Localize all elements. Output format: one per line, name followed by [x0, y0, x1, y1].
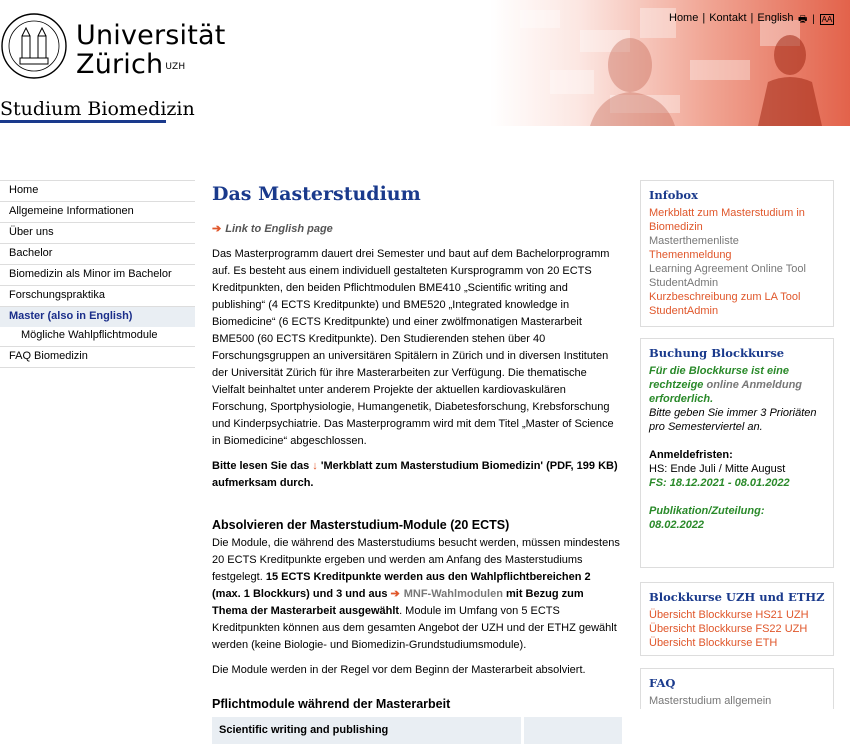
publication-date: 08.02.2022 [649, 519, 705, 531]
blockkurse-title: Blockkurse UZH und ETHZ [649, 590, 825, 604]
page-title: Das Masterstudium [212, 183, 421, 205]
infobox-link-themenliste[interactable]: Masterthemenliste [649, 235, 739, 247]
sidebar-item-bachelor[interactable]: Bachelor [0, 243, 195, 264]
blockkurse-link-eth[interactable]: Übersicht Blockkurse ETH [649, 637, 778, 649]
faq-box [640, 668, 834, 709]
sidebar-item-home[interactable]: Home [0, 180, 195, 201]
sidebar-item-master[interactable]: Master (also in English) [0, 306, 195, 327]
blockkurse-link-hs21[interactable]: Übersicht Blockkurse HS21 UZH [649, 609, 809, 621]
faq-link-master-general[interactable]: Masterstudium allgemein [649, 695, 772, 707]
section-heading-mandatory: Pflichtmodule während der Masterarbeit [212, 697, 451, 711]
header [0, 0, 850, 126]
study-title[interactable]: Studium Biomedizin [0, 98, 195, 120]
download-arrow-icon: ↓ [312, 460, 318, 472]
sidebar-navigation [0, 180, 195, 368]
text-size-icon[interactable]: AA [821, 15, 833, 24]
title-underline [0, 120, 166, 123]
deadlines-label: Anmeldefristen: [649, 449, 733, 461]
university-line1: Universität [76, 20, 226, 51]
intro-paragraph: Das Masterprogramm dauert drei Semester und baut auf dem Bachelorprogramm auf. Es besteht aus einem individuell gestalteten Kursprogramm von 20 ECTS Kreditpunkten, den beiden Pflichtmodulen BME410 „Scientific writing and publishing“ (4 ECTS Kreditpunkte) und BME520 „Integrated knowledge in Biomedicine“ (6 ECTS Kreditpunkte) und einer zwölfmonatigen Masterarbeit BME500 (60 ECTS Kreditpunkte). Den Studierenden stehen über 40 Forschungsgruppen an universitären Spitälern in Zürich und in diversen Instituten der Universität Zürich für ihre Masterarbeiten zur Verfügung. Die thematische Vielfalt beinhaltet unter anderem Projekte der aktuellen kardiovaskulären Forschung, Sportphysiologie, Humangenetik, Diabetesforschung, Krebsforschung und Kinderpsychiatrie. Das Masterprogramm wird mit dem Titel „Master of Science in Biomedicine“ abgeschlossen. [212, 248, 614, 447]
infobox-link-la-tool[interactable]: Kurzbeschreibung zum LA Tool StudentAdmin [649, 291, 801, 317]
uzh-seal-logo [0, 12, 68, 80]
modules-timing-paragraph: Die Module werden in der Regel vor dem Beginn der Masterarbeit absolviert. [212, 664, 586, 676]
sidebar-item-faq[interactable]: FAQ Biomedizin [0, 346, 195, 368]
table-row [212, 717, 622, 744]
blockkurse-box [640, 582, 834, 656]
sidebar-subitem-electives[interactable]: Mögliche Wahlpflichtmodule [21, 329, 158, 341]
infobox-link-themenmeldung[interactable]: Themenmeldung [649, 249, 732, 261]
hs-deadline: HS: Ende Juli / Mitte August [649, 463, 786, 475]
infobox-link-merkblatt[interactable]: Merkblatt zum Masterstudium in Biomedizin [649, 207, 805, 233]
merkblatt-link[interactable]: 'Merkblatt zum Masterstudium Biomedizin' (PDF, 199 KB) [320, 460, 618, 472]
print-tools: 🖶 | AA [798, 14, 833, 25]
sidebar-item-minor[interactable]: Biomedizin als Minor im Bachelor [0, 264, 195, 285]
online-registration-link[interactable]: online Anmeldung [706, 379, 803, 391]
modules-paragraph: Die Module, die während des Masterstudiums besucht werden, müssen mindestens 20 ECTS Kreditpunkte ergeben und werden am Anfang des Masterstudiums festgelegt. 15 ECTS Kreditpunkte werden aus den Wahlpflichtbereichen 2 (max. 1 Blockkurs) und 3 und aus ➔ MNF-Wahlmodulen mit Bezug zum Thema der Masterarbeit ausgewählt. Module im Umfang von 5 ECTS Kreditpunkten können aus dem gesamten Angebot der UZH und der ETHZ gewählt werden (keine Biologie- und Biomedizin-Grundstudiumsmodule). [212, 537, 620, 651]
infobox-link-learning-agreement[interactable]: Learning Agreement Online Tool StudentAdmin [649, 263, 806, 289]
booking-box [640, 338, 834, 568]
sidebar-item-research-internships[interactable]: Forschungspraktika [0, 285, 195, 306]
booking-priorities-note: Bitte geben Sie immer 3 Prioriäten pro Semesterviertel an. [649, 407, 817, 433]
top-navigation: Home | Kontakt | English [669, 12, 794, 24]
arrow-right-icon: ➔ [212, 223, 222, 235]
publication-label: Publikation/Zuteilung: [649, 505, 765, 517]
university-line2: Zürich $^{UZH}$ [76, 49, 186, 80]
table-cell-empty [523, 717, 623, 744]
faq-title: FAQ [649, 676, 676, 690]
university-name[interactable] [76, 21, 226, 79]
booking-title: Buchung Blockkurse [649, 346, 785, 360]
mnf-electives-link[interactable]: MNF-Wahlmodulen [403, 588, 503, 600]
sidebar-item-about[interactable]: Über uns [0, 222, 195, 243]
booking-notice: Für die Blockkurse ist eine rechtzeige online Anmeldung erforderlich. [649, 365, 803, 405]
topnav-english[interactable]: English [757, 12, 794, 24]
fs-deadline: FS: 18.12.2021 - 08.01.2022 [649, 477, 790, 489]
mandatory-modules-table [212, 717, 622, 744]
uzh-superscript: UZH [165, 62, 186, 72]
merkblatt-paragraph: Bitte lesen Sie das ↓ 'Merkblatt zum Masterstudium Biomedizin' (PDF, 199 KB) aufmerksam durch. [212, 460, 618, 489]
sidebar-item-general-info[interactable]: Allgemeine Informationen [0, 201, 195, 222]
section-heading-modules: Absolvieren der Masterstudium-Module (20 ECTS) [212, 518, 510, 532]
blockkurse-link-fs22[interactable]: Übersicht Blockkurse FS22 UZH [649, 623, 808, 635]
infobox-title: Infobox [649, 188, 698, 202]
english-page-link[interactable]: ➔ Link to English page [212, 223, 333, 235]
arrow-right-icon: ➔ [390, 588, 400, 600]
topnav-home[interactable]: Home [669, 12, 699, 24]
infobox [640, 180, 834, 327]
topnav-kontakt[interactable]: Kontakt [709, 12, 747, 24]
main-content [212, 180, 622, 744]
table-cell-module: Scientific writing and publishing [212, 717, 523, 744]
print-icon[interactable]: 🖶 [798, 14, 808, 25]
